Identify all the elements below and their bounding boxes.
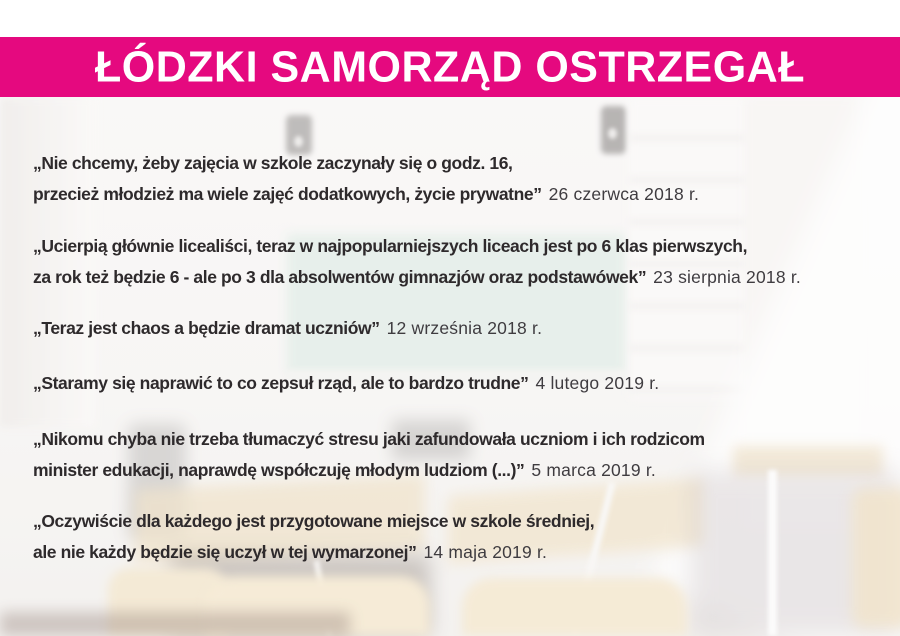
quote-block-6 <box>33 506 890 568</box>
quote-block-2 <box>33 231 890 293</box>
quote-text: „Ucierpią głównie licealiści, teraz w najpopularniejszych liceach jest po 6 klas pierwszych, <box>33 236 748 256</box>
quote-date: 26 czerwca 2018 r. <box>548 184 700 204</box>
quote-line <box>33 506 890 537</box>
quote-date: 12 września 2018 r. <box>386 318 543 338</box>
quote-line <box>33 455 890 486</box>
quote-text: ale nie każdy będzie się uczył w tej wymarzonej” <box>33 542 417 562</box>
quote-text: „Oczywiście dla każdego jest przygotowane miejsce w szkole średniej, <box>33 511 595 531</box>
quote-line <box>33 424 890 455</box>
quote-block-5 <box>33 424 890 486</box>
quote-line <box>33 368 890 399</box>
quote-date: 23 sierpnia 2018 r. <box>653 267 801 287</box>
quote-line <box>33 179 890 210</box>
quote-text: „Staramy się naprawić to co zepsuł rząd, ale to bardzo trudne” <box>33 373 529 393</box>
quote-block-3 <box>33 313 890 344</box>
quote-text: „Nie chcemy, żeby zajęcia w szkole zaczynały się o godz. 16, <box>33 153 513 173</box>
quote-text: minister edukacji, naprawdę współczuję młodym ludziom (...)” <box>33 460 525 480</box>
page-title: ŁÓDZKI SAMORZĄD OSTRZEGAŁ <box>94 42 805 91</box>
quote-line <box>33 313 890 344</box>
quote-text: „Nikomu chyba nie trzeba tłumaczyć stresu jaki zafundowała uczniom i ich rodzicom <box>33 429 705 449</box>
quote-block-4 <box>33 368 890 399</box>
quote-line <box>33 231 890 262</box>
quote-line <box>33 537 890 568</box>
quote-text: przecież młodzież ma wiele zajęć dodatkowych, życie prywatne” <box>33 184 542 204</box>
top-white-strip <box>0 0 900 37</box>
quote-date: 5 marca 2019 r. <box>531 460 656 480</box>
quote-date: 4 lutego 2019 r. <box>535 373 660 393</box>
quote-date: 14 maja 2019 r. <box>423 542 548 562</box>
title-banner <box>0 37 900 97</box>
quote-block-1 <box>33 148 890 210</box>
quote-text: „Teraz jest chaos a będzie dramat uczniów” <box>33 318 380 338</box>
quote-text: za rok też będzie 6 - ale po 3 dla absolwentów gimnazjów oraz podstawówek” <box>33 267 647 287</box>
quote-line <box>33 262 890 293</box>
quote-line <box>33 148 890 179</box>
